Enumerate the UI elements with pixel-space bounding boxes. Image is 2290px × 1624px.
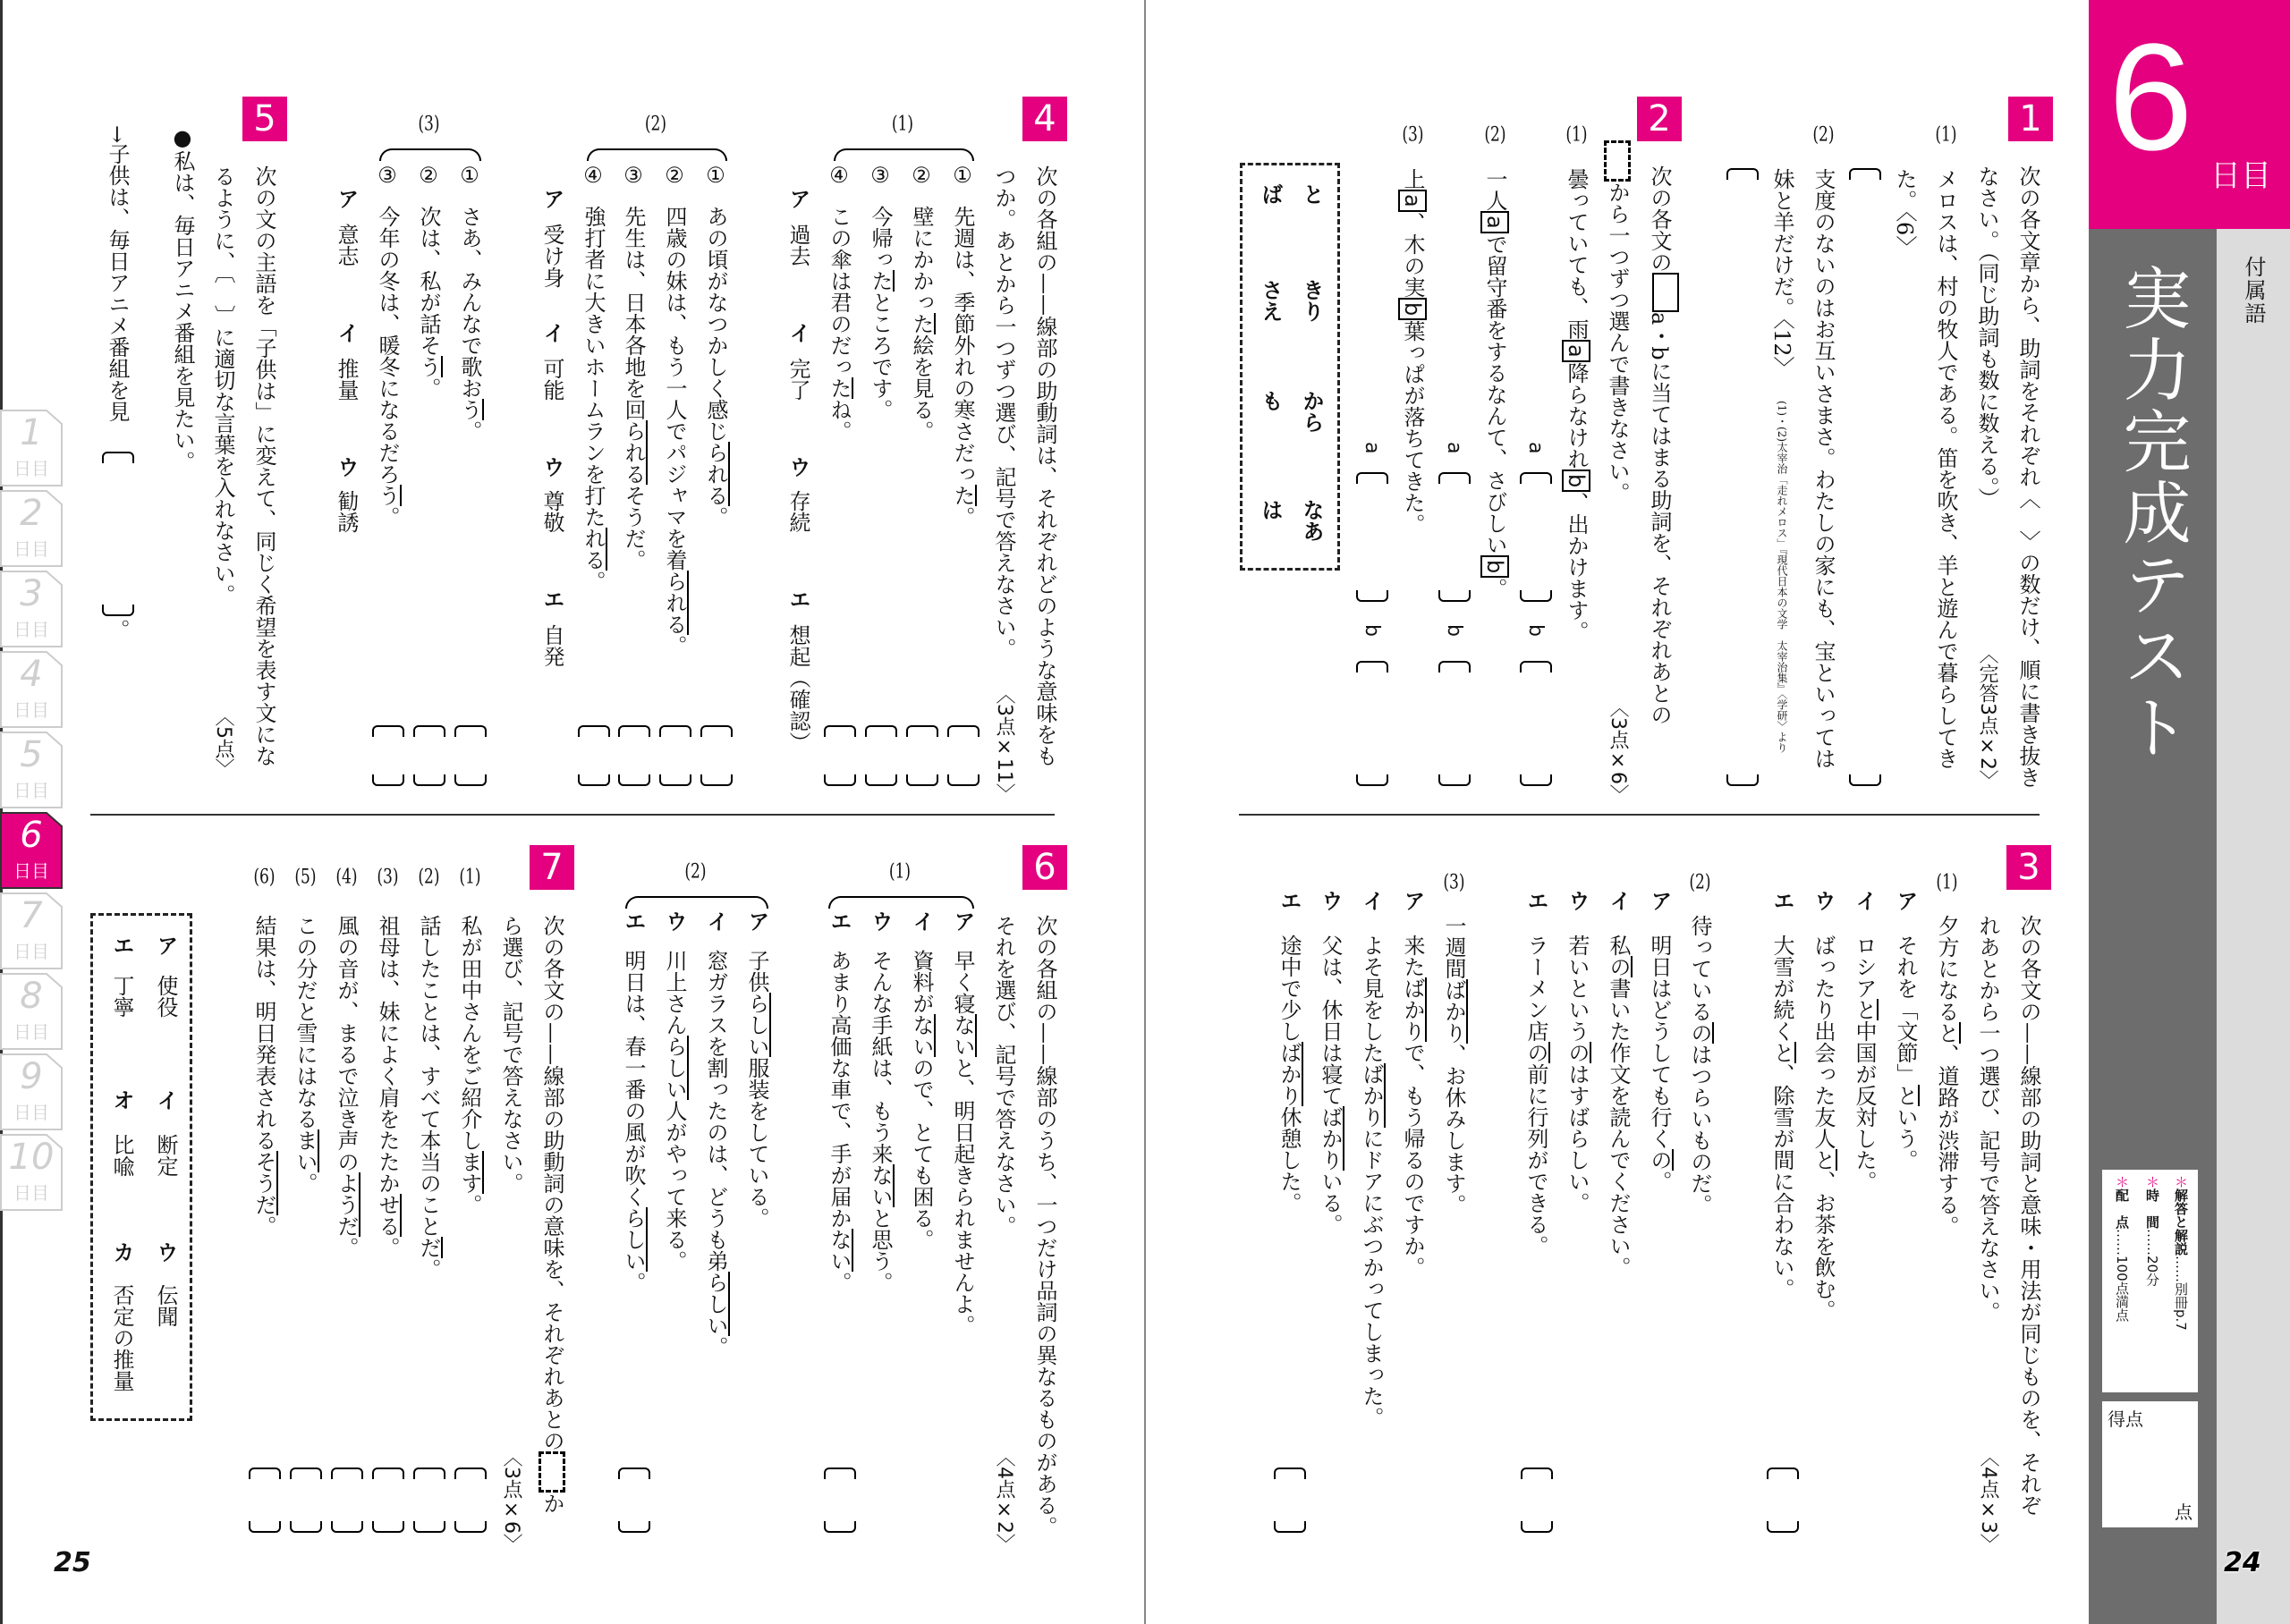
choice-text: 意志 [334, 224, 359, 266]
answer-bracket-close[interactable] [290, 1521, 322, 1533]
q3-question-sentence: 一週間ばかり、お休みします。 [1441, 915, 1466, 1215]
answer-bracket-close[interactable] [1520, 774, 1552, 786]
answer-bracket-close[interactable] [372, 1521, 404, 1533]
q7-item-sentence: この分だと雪にはなるまい。 [293, 915, 318, 1194]
tab-suffix: 日目 [13, 458, 49, 479]
choice: なあ [1299, 499, 1324, 542]
answer-bracket-close[interactable] [1274, 1521, 1306, 1533]
q7-item-label: (5) [294, 867, 317, 887]
answer-bracket-close[interactable] [454, 1521, 487, 1533]
q1-item-label: (1) [1935, 125, 1957, 145]
q1-item-label: (2) [1812, 125, 1835, 145]
q6-instruction: 次の各組の——線部のうち、一つだけ品詞の異なるものがある。 [1032, 915, 1057, 1537]
choice-text: 比喩 [109, 1134, 134, 1177]
answer-bracket-open[interactable] [290, 1468, 322, 1479]
choice-label: ウ [1565, 890, 1590, 911]
question-badge-3: 3 [2006, 845, 2051, 890]
choice-label: エ [621, 910, 646, 932]
q6-group-label: (2) [684, 862, 707, 882]
item-number: ③ [868, 163, 893, 188]
answer-bracket-open[interactable] [1726, 168, 1759, 180]
day-tab-3[interactable] [0, 571, 63, 647]
day-suffix: 日目 [2210, 158, 2271, 194]
tab-number: 5 [20, 734, 43, 775]
choice-label: イ [539, 322, 564, 343]
q2-item-text: 上a、木の実b葉っぱが落ちてきた。 [1400, 168, 1425, 535]
answer-bracket-open[interactable] [413, 725, 445, 737]
question-badge-2: 2 [1637, 97, 1682, 141]
q1-item-text: た。〈6〉 [1892, 168, 1917, 258]
q4-item-sentence: 強打者に大きいホームランを打たれる。 [581, 206, 606, 592]
q5-arrow-line: →子供は、毎日アニメ番組を見 [105, 125, 130, 423]
question-badge-4: 4 [1022, 97, 1067, 141]
q7-item-sentence: 私が田中さんをご紹介します。 [457, 915, 482, 1215]
choice-label: イ [1606, 890, 1631, 911]
spine [1144, 0, 1146, 1624]
answer-bracket-close[interactable] [413, 774, 445, 786]
q7-item-label: (6) [253, 867, 276, 887]
answer-bracket-open[interactable] [1356, 661, 1388, 672]
choice-label: イ [1852, 890, 1877, 911]
q3-group-label: (1) [1936, 873, 1958, 892]
answer-bracket-close[interactable] [1521, 1521, 1553, 1533]
answer-bracket-close[interactable] [1356, 590, 1388, 602]
tab-suffix: 日目 [13, 619, 49, 640]
q1-instruction: なさい。（同じ助詞も数に数える。） [1974, 165, 1999, 509]
q3-points: 〈4点×3〉 [1977, 1447, 1999, 1553]
q3-instruction: れあとから一つ選び、記号で答えなさい。 [1975, 915, 2000, 1323]
choice-label: エ [827, 910, 852, 932]
q1-source: (1)・(2)太宰治「走れメロス」『現代日本の文学 太宰治集』〈学研〉より [1776, 401, 1788, 753]
q5-example: ●私は、毎日アニメ番組を見たい。 [170, 125, 195, 472]
choice-sentence: 来たばかりで、もう帰るのですか。 [1400, 935, 1425, 1278]
tab-number: 2 [20, 493, 43, 534]
day-tab-5[interactable] [0, 732, 63, 808]
answer-bracket-open[interactable] [824, 725, 856, 737]
group-brace [828, 896, 974, 909]
q4-group-label: (1) [891, 114, 914, 134]
q4-item-sentence: 先生は、日本各地を回られるそうだ。 [621, 206, 646, 571]
score-unit: 点 [2175, 1501, 2192, 1523]
choice-sentence: 川上さんらしい人がやって来る。 [662, 950, 687, 1272]
choice-sentence: 明日は、春一番の風が吹くらしい。 [621, 950, 646, 1293]
answer-label-b: b [1443, 624, 1465, 637]
subject-label: 付属語 [2241, 256, 2266, 326]
item-number: ④ [827, 163, 852, 188]
tab-suffix: 日目 [13, 1182, 49, 1204]
answer-bracket-close[interactable] [413, 1521, 445, 1533]
item-number: ② [416, 163, 441, 188]
choice-sentence: 大雪が続くと、除雪が間に合わない。 [1769, 935, 1794, 1299]
answer-bracket-open[interactable] [1274, 1468, 1306, 1479]
tab-number: 6 [20, 815, 43, 856]
item-number: ① [457, 163, 482, 188]
q2-item-label: (1) [1565, 125, 1588, 145]
tab-suffix: 日目 [13, 780, 49, 801]
answer-bracket-open[interactable] [372, 1468, 404, 1479]
choice-sentence: よそ見をしたばかりにドアにぶつかってしまった。 [1359, 935, 1384, 1428]
choice-sentence: 途中で少しばかり休憩した。 [1276, 935, 1302, 1214]
q4-item-sentence: 四歳の妹は、もう一人でパジャマを着られる。 [662, 206, 687, 656]
dashed-box-icon [539, 1451, 565, 1493]
choice-sentence: そんな手紙は、もう来ないと思う。 [868, 950, 893, 1293]
tab-number: 3 [20, 573, 43, 614]
choice-label: ア [1647, 890, 1672, 911]
page-number-left: 25 [54, 1547, 91, 1578]
q4-item-sentence: さあ、みんなで歌おう。 [457, 206, 482, 442]
choice-label: イ [785, 322, 810, 343]
choice-sentence: あまり高価な車で、手が届かない。 [827, 950, 852, 1293]
choice-label: ウ [662, 910, 687, 932]
choice-label: エ [539, 588, 564, 610]
choice-label: エ [785, 588, 810, 610]
choice-text: 存続 [785, 490, 810, 533]
info-box: ＊解答と解説……別冊p.7 ＊時 間……20分 ＊配 点……100点満点 [2102, 1170, 2198, 1392]
choice-text: 過去 [785, 224, 810, 266]
choice-label: エ [1769, 890, 1794, 911]
q4-item-sentence: 先週は、季節外れの寒さだった。 [950, 206, 975, 528]
day-tab-9[interactable] [0, 1053, 63, 1130]
choice-label: ウ [539, 456, 564, 478]
tab-number: 7 [20, 895, 43, 936]
choice-label: カ [109, 1241, 134, 1263]
q7-item-label: (4) [335, 867, 358, 887]
answer-bracket-open[interactable] [824, 1468, 856, 1479]
q7-points: 〈3点×6〉 [500, 1447, 522, 1553]
answer-bracket-open[interactable] [659, 725, 691, 737]
q4-instruction: 次の各組の——線部の助動詞は、それぞれどのような意味をも [1032, 165, 1057, 766]
choice-text: 完了 [785, 358, 810, 401]
question-badge-1: 1 [2008, 97, 2053, 141]
answer-bracket-close[interactable] [102, 605, 134, 616]
answer-bracket-open[interactable] [618, 1468, 650, 1479]
q4-group-label: (3) [418, 114, 440, 134]
answer-bracket-close[interactable] [331, 1521, 363, 1533]
q6-points: 〈4点×2〉 [993, 1447, 1015, 1553]
q7-instruction: 次の各文の——線部の助動詞の意味を、それぞれあとのか [539, 915, 564, 1514]
tab-number: 9 [20, 1056, 43, 1097]
choice-label: ア [334, 188, 359, 209]
choice-label: ウ [1811, 890, 1836, 911]
choice-sentence: それを「文節」という。 [1893, 935, 1918, 1171]
q4-group-label: (2) [644, 114, 667, 134]
answer-bracket-open[interactable] [249, 1468, 281, 1479]
answer-bracket-close[interactable] [906, 774, 938, 786]
item-number: ② [909, 163, 934, 188]
points-value: ……100点満点 [2114, 1229, 2130, 1322]
item-number: ③ [621, 163, 646, 188]
choice: きり [1299, 279, 1324, 322]
tab-suffix: 日目 [13, 1102, 49, 1123]
answer-bracket-open[interactable] [618, 725, 650, 737]
choice-label: ア [785, 188, 810, 209]
answer-bracket-open[interactable] [1849, 168, 1881, 180]
choice-label: ウ [153, 1241, 178, 1263]
answers-label: 解答と解説 [2173, 1188, 2189, 1256]
q7-item-sentence: 結果は、明日発表されるそうだ。 [251, 915, 276, 1237]
question-badge-5: 5 [242, 97, 287, 141]
answer-bracket-close[interactable] [454, 774, 487, 786]
choice-text: 断定 [153, 1134, 178, 1177]
choice-label: オ [109, 1089, 134, 1111]
answer-bracket-close[interactable] [824, 1521, 856, 1533]
answer-bracket-close[interactable] [659, 774, 691, 786]
q7-item-sentence: 祖母は、妹によく肩をたたかせる。 [375, 915, 400, 1258]
q5-points: 〈5点〉 [212, 706, 234, 778]
q3-group-label: (2) [1689, 873, 1711, 892]
q5-instruction: 次の文の主語を「子供は」に変えて、同じく希望を表す文にな [251, 165, 276, 766]
day-tab-2[interactable] [0, 490, 63, 567]
tab-number: 8 [20, 976, 43, 1017]
choice-sentence: ロシアと中国が反対した。 [1852, 935, 1877, 1192]
q4-item-sentence: 今年の冬は、暖冬になるだろう。 [375, 206, 400, 528]
q1-item-text: 妹と羊だけだ。〈12〉 [1769, 168, 1794, 378]
choice: も [1258, 390, 1283, 411]
answer-bracket-open[interactable] [947, 725, 980, 737]
group-brace [834, 148, 974, 161]
answer-bracket-close[interactable] [1438, 774, 1471, 786]
choice-sentence: 明日はどうしても行くの。 [1647, 935, 1672, 1192]
tab-suffix: 日目 [13, 860, 49, 882]
q2-item-label: (3) [1402, 125, 1424, 145]
time-value: ……20分 [2144, 1229, 2160, 1287]
choice-label: エ [1523, 890, 1548, 911]
item-number: ④ [581, 163, 606, 188]
answer-bracket-open[interactable] [865, 725, 897, 737]
q7-instruction: ら選び、記号で答えなさい。 [498, 915, 523, 1194]
answer-bracket-close[interactable] [947, 774, 980, 786]
choice-text: 受け身 [539, 224, 564, 288]
tab-number: 10 [8, 1137, 55, 1178]
choice-text: 自発 [539, 624, 564, 667]
answer-bracket-close[interactable] [249, 1521, 281, 1533]
answer-bracket-close[interactable] [1356, 774, 1388, 786]
item-number: ③ [375, 163, 400, 188]
choice-text: 使役 [153, 975, 178, 1018]
day-tab-4[interactable] [0, 651, 63, 728]
answer-bracket-open[interactable] [1520, 661, 1552, 672]
q2-item-label: (2) [1484, 125, 1506, 145]
choice-label: ア [539, 188, 564, 209]
choice-label: ウ [1318, 890, 1343, 911]
tab-suffix: 日目 [13, 538, 49, 560]
score-box[interactable] [2102, 1401, 2198, 1527]
day-tab-10[interactable] [0, 1134, 63, 1211]
test-title: 実力完成テスト [2112, 263, 2192, 764]
sidebar-subject-band [2217, 229, 2290, 1624]
choice-label: イ [909, 910, 934, 932]
q1-item-text: 支度のないのはお互いさまさ。わたしの家にも、宝といっては [1811, 168, 1836, 769]
q3-group-label: (3) [1443, 873, 1465, 892]
choice-sentence: 父は、休日は寝てばかりいる。 [1318, 935, 1343, 1235]
choice: さえ [1258, 279, 1283, 322]
answer-label-a: a [1524, 442, 1547, 454]
choice: ば [1258, 183, 1283, 205]
q4-instruction: つか。あとから一つずつ選び、記号で答えなさい。 [991, 165, 1016, 659]
choice-label: エ [109, 935, 134, 956]
day-number: 6 [2108, 13, 2193, 182]
answer-bracket-open[interactable] [102, 452, 134, 463]
q4-points: 〈3点×11〉 [993, 684, 1015, 803]
tab-suffix: 日目 [13, 699, 49, 721]
choice-label: イ [153, 1089, 178, 1111]
choice-label: ア [1400, 890, 1425, 911]
q1-item-text: メロスは、村の牧人である。笛を吹き、羊と遊んで暮らしてき [1933, 168, 1958, 769]
choice-text: 推量 [334, 358, 359, 401]
answer-bracket-close[interactable] [618, 1521, 650, 1533]
points-label: 配 点 [2114, 1188, 2130, 1229]
group-brace [379, 148, 481, 161]
choice-label: ア [1893, 890, 1918, 911]
tab-suffix: 日目 [13, 1021, 49, 1043]
answer-bracket-close[interactable] [1767, 1521, 1799, 1533]
choice: から [1299, 390, 1324, 433]
item-number: ② [662, 163, 687, 188]
page-number-right: 24 [2224, 1547, 2261, 1578]
question-badge-6: 6 [1022, 845, 1067, 890]
choice-sentence: 子供らしい服装をしている。 [744, 950, 769, 1229]
q7-item-label: (2) [418, 867, 440, 887]
answer-label-b: b [1361, 624, 1383, 637]
choice: と [1299, 183, 1324, 205]
tab-number: 1 [20, 412, 43, 453]
choice-sentence: 資料がないので、とても困る。 [909, 950, 934, 1250]
answer-bracket-open[interactable] [413, 1468, 445, 1479]
divider-left [90, 814, 1055, 816]
divider-right [1239, 814, 2040, 816]
choice-text: 伝聞 [153, 1284, 178, 1327]
tab-number: 4 [20, 654, 43, 695]
choice: は [1258, 499, 1283, 520]
dashed-box-icon [1604, 140, 1631, 182]
choice-sentence: 早く寝ないと、明日起きられませんよ。 [950, 950, 975, 1336]
q7-item-sentence: 風の音が、まるで泣き声のようだ。 [334, 915, 359, 1258]
answer-bracket-open[interactable] [1767, 1468, 1799, 1479]
answer-bracket-open[interactable] [1438, 472, 1471, 484]
answer-bracket-close[interactable] [1438, 590, 1471, 602]
choice-text: 勧誘 [334, 490, 359, 533]
q7-item-label: (1) [459, 867, 481, 887]
item-number: ① [950, 163, 975, 188]
answer-label-b: b [1524, 624, 1547, 637]
sidebar-day-block [2089, 0, 2290, 229]
choice-label: イ [1359, 890, 1384, 911]
day-tab-8[interactable] [0, 973, 63, 1050]
score-label: 得点 [2108, 1408, 2143, 1430]
q6-group-label: (1) [888, 862, 912, 882]
q4-item-sentence: 壁にかかった絵を見る。 [909, 206, 934, 442]
q1-points: 〈完答3点×2〉 [1976, 644, 1998, 790]
choice-sentence: ラーメン店の前に行列ができる。 [1523, 935, 1548, 1256]
q4-item-sentence: 今帰ったところです。 [868, 206, 893, 420]
answer-bracket-close[interactable] [372, 774, 404, 786]
answer-bracket-open[interactable] [454, 725, 487, 737]
choice-label: イ [334, 322, 359, 343]
answer-bracket-close[interactable] [865, 774, 897, 786]
choice-sentence: ばったり出会った友人と、お茶を飲む。 [1811, 935, 1836, 1321]
answer-bracket-open[interactable] [700, 725, 733, 737]
answer-bracket-open[interactable] [1438, 661, 1471, 672]
answer-bracket-open[interactable] [331, 1468, 363, 1479]
q7-item-label: (3) [377, 867, 399, 887]
q3-question-sentence: 夕方になると、道路が渋滞する。 [1934, 915, 1959, 1237]
time-label: 時 間 [2144, 1188, 2160, 1229]
answer-bracket-open[interactable] [578, 725, 610, 737]
group-brace [587, 148, 727, 161]
answer-bracket-open[interactable] [906, 725, 938, 737]
q2-instruction: から一つずつ選んで書きなさい。 [1597, 140, 1638, 503]
choice-text: 否定の推量 [109, 1284, 134, 1391]
day-tab-6[interactable] [0, 812, 63, 889]
answer-bracket-close[interactable] [700, 774, 733, 786]
q4-item-sentence: 次は、私が話そう。 [416, 206, 441, 399]
sidebar-title-band [2089, 229, 2217, 1624]
answer-bracket-close[interactable] [1849, 774, 1881, 786]
answer-bracket-close[interactable] [578, 774, 610, 786]
q5-instruction: るように、〔 〕に適切な言葉を入れなさい。 [210, 165, 235, 605]
answer-bracket-open[interactable] [1521, 1468, 1553, 1479]
q3-question-sentence: 待っているのはつらいものだ。 [1687, 915, 1712, 1215]
q6-instruction: それを選び、記号で答えなさい。 [991, 915, 1016, 1237]
answer-label-a: a [1443, 442, 1465, 454]
q4-item-sentence: あの頃がなつかしく感じられる。 [703, 206, 728, 528]
q2-item-text: 曇っていても、雨a降らなけれb、出かけます。 [1564, 168, 1589, 642]
answer-bracket-close[interactable] [618, 774, 650, 786]
q5-arrow-end: 。 [105, 619, 130, 640]
choice-label: ア [950, 910, 975, 932]
choice-label: ウ [334, 456, 359, 478]
q3-instruction: 次の各文の——線部の助詞と意味・用法が同じものを、それぞ [2016, 915, 2041, 1516]
choice-text: 丁寧 [109, 975, 134, 1018]
choice-label: ウ [868, 910, 893, 932]
choice-label: ウ [785, 456, 810, 478]
tab-suffix: 日目 [13, 941, 49, 962]
q4-item-sentence: この傘は君のだったね。 [827, 206, 852, 442]
answer-bracket-open[interactable] [454, 1468, 487, 1479]
question-badge-7: 7 [530, 845, 574, 890]
blank-box-icon [1652, 273, 1679, 312]
q1-instruction: 次の各文章から、助詞をそれぞれ〈 〉の数だけ、順に書き抜き [2015, 165, 2040, 788]
answer-bracket-close[interactable] [824, 774, 856, 786]
choice-label: ア [744, 910, 769, 932]
choice-sentence: 窓ガラスを割ったのは、どうも弟らしい。 [703, 950, 728, 1358]
q2-instruction: 次の各文のa・bに当てはまる助詞を、それぞれあとの [1639, 165, 1680, 725]
item-number: ① [703, 163, 728, 188]
day-tab-7[interactable] [0, 892, 63, 969]
answer-bracket-close[interactable] [1520, 590, 1552, 602]
answer-bracket-open[interactable] [1356, 472, 1388, 484]
choice-text: 尊敬 [539, 490, 564, 533]
answer-label-a: a [1361, 442, 1383, 454]
group-brace [625, 896, 768, 909]
choice-text: 想起（確認） [785, 624, 810, 753]
choice-text: 可能 [539, 358, 564, 401]
choice-label: ア [153, 935, 178, 956]
choice-sentence: 私の書いた作文を読んでください。 [1606, 935, 1631, 1278]
day-tab-1[interactable] [0, 410, 63, 486]
choice-label: イ [703, 910, 728, 932]
answers-value: ……別冊p.7 [2173, 1256, 2189, 1331]
answer-bracket-open[interactable] [1520, 472, 1552, 484]
answer-bracket-close[interactable] [1726, 774, 1759, 786]
choice-sentence: 若いというのはすばらしい。 [1565, 935, 1590, 1214]
q7-item-sentence: 話したことは、すべて本当のことだ。 [416, 915, 441, 1280]
answer-bracket-open[interactable] [372, 725, 404, 737]
choice-label: エ [1276, 890, 1302, 911]
q2-points: 〈3点×6〉 [1607, 698, 1629, 804]
q2-item-text: 一人aで留守番をするなんて、さびしいb。 [1482, 168, 1507, 599]
